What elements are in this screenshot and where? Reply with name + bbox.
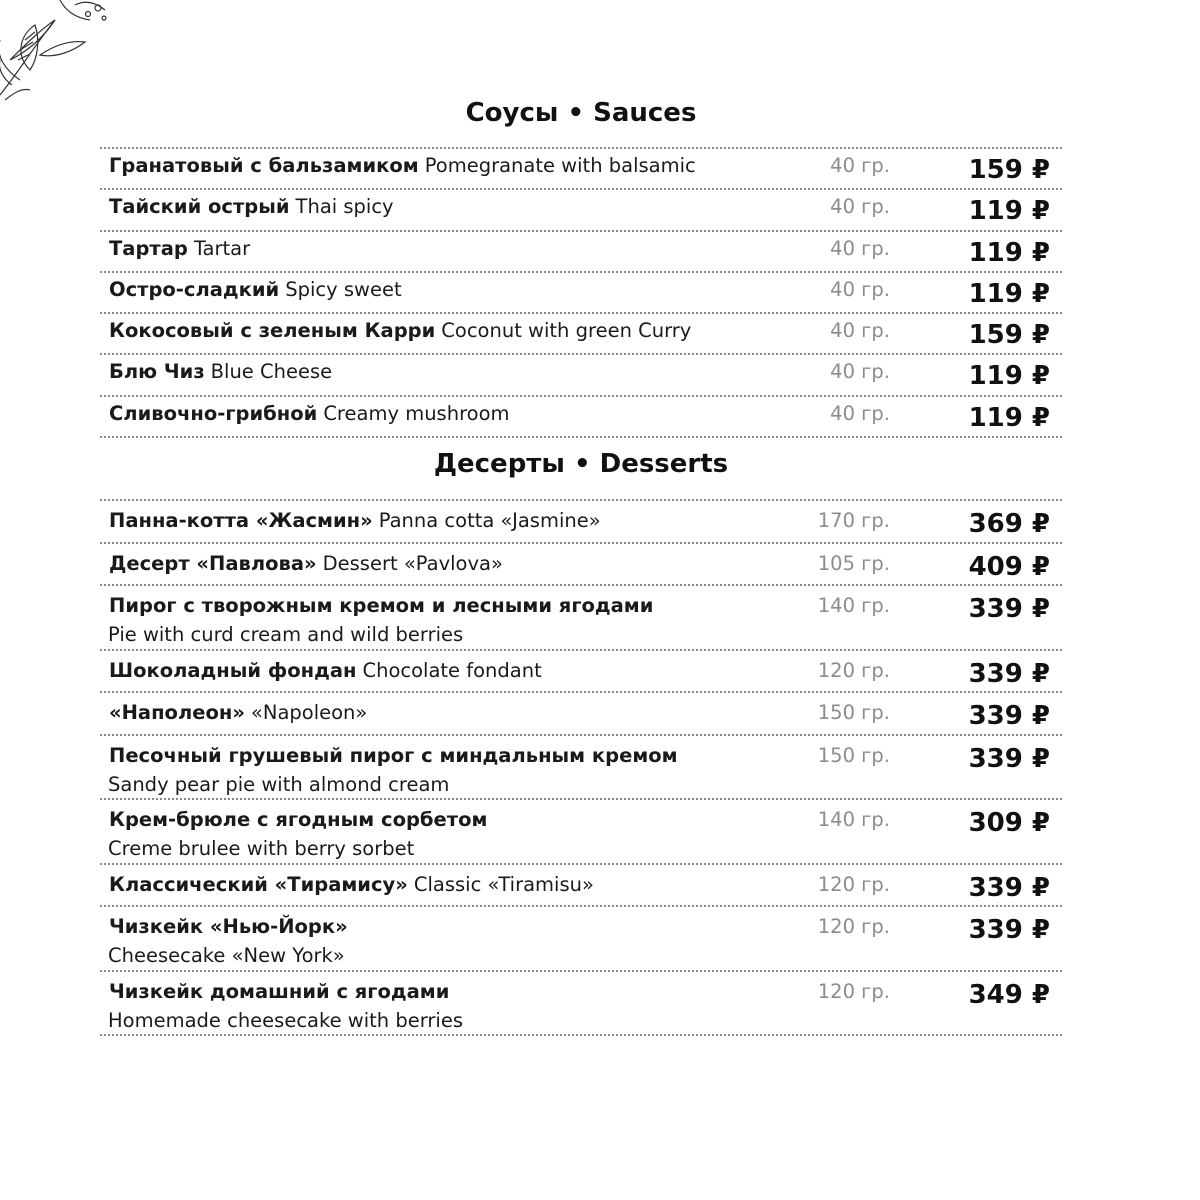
item-name-en: «Napoleon»: [250, 701, 368, 724]
item-name-ru: Гранатовый с бальзамиком: [109, 154, 419, 177]
item-name: [109, 659, 832, 683]
item-name: [109, 402, 832, 426]
item-name-ru: Чизкейк домашний с ягодами: [109, 979, 450, 1003]
item-name-en: Tartar: [193, 236, 251, 260]
item-name-en: Chocolate fondant: [362, 658, 542, 682]
desserts-title: Десерты • Desserts: [433, 449, 729, 479]
item-name-ru: Сливочно-грибной: [109, 401, 318, 425]
menu-item: [100, 800, 1062, 865]
item-weight: 105 гр.: [817, 551, 890, 575]
menu-item: [100, 501, 1062, 544]
item-price: 119 ₽: [968, 278, 1050, 309]
item-name-ru: Песочный грушевый пирог с миндальным кремом: [109, 743, 678, 767]
item-name: [109, 594, 832, 618]
item-weight: 140 гр.: [817, 808, 890, 831]
item-weight: 40 гр.: [830, 195, 890, 219]
item-price: 349 ₽: [968, 979, 1050, 1010]
item-price: 339 ₽: [968, 658, 1050, 689]
item-name-ru: Крем-брюле с ягодным сорбетом: [109, 808, 488, 831]
item-weight: 170 гр.: [817, 509, 890, 532]
menu-item: [100, 314, 1062, 355]
item-name-en: Spicy sweet: [285, 277, 402, 301]
item-name-en: Dessert «Pavlova»: [322, 551, 503, 575]
item-name: [109, 873, 832, 897]
menu-item: [100, 865, 1062, 908]
item-price: 309 ₽: [968, 808, 1050, 838]
item-price: 159 ₽: [968, 320, 1050, 351]
item-weight: 40 гр.: [830, 360, 890, 384]
item-name: [109, 154, 832, 178]
menu-item: [100, 651, 1062, 694]
item-name-ru: Чизкейк «Нью-Йорк»: [109, 915, 348, 938]
item-weight: 140 гр.: [817, 594, 890, 617]
item-name-en: Homemade cheesecake with berries: [108, 1008, 464, 1032]
item-name-en: Thai spicy: [295, 195, 394, 219]
item-weight: 120 гр.: [817, 658, 890, 682]
item-name-en: Creamy mushroom: [323, 401, 510, 425]
item-weight: 40 гр.: [830, 154, 890, 177]
item-name: [109, 701, 832, 725]
item-name-en: Panna cotta «Jasmine»: [378, 509, 601, 532]
item-name: [109, 552, 832, 576]
item-name-ru: Десерт «Павлова»: [109, 551, 317, 575]
item-name: [109, 237, 832, 261]
item-name-ru: Тайский острый: [109, 195, 290, 219]
item-weight: 40 гр.: [830, 319, 890, 343]
item-price: 339 ₽: [968, 701, 1050, 731]
item-name-ru: Шоколадный фондан: [109, 658, 357, 682]
item-name: [109, 195, 832, 219]
sauces-title: Соусы • Sauces: [465, 98, 697, 128]
item-price: 119 ₽: [968, 402, 1050, 433]
item-name: [109, 808, 832, 832]
item-name-ru: Панна-котта «Жасмин»: [109, 509, 373, 532]
item-name: [109, 980, 832, 1004]
menu-item: [100, 190, 1062, 231]
menu-item: [100, 273, 1062, 314]
item-name-ru: «Наполеон»: [109, 701, 245, 724]
item-price: 339 ₽: [968, 594, 1050, 624]
item-weight: 40 гр.: [830, 401, 890, 425]
menu-item: [100, 397, 1062, 438]
item-name-en: Cheesecake «New York»: [108, 944, 345, 967]
item-name-en: Coconut with green Curry: [441, 319, 692, 343]
item-price: 159 ₽: [968, 155, 1050, 185]
item-name: [109, 744, 832, 768]
item-price: 119 ₽: [968, 237, 1050, 268]
leaf-decoration: [0, 0, 130, 110]
desserts-list: [100, 499, 1062, 1036]
item-price: 409 ₽: [968, 551, 1050, 582]
item-name: [109, 360, 832, 384]
menu-item: [100, 232, 1062, 273]
menu-item: [100, 736, 1062, 801]
item-price: 369 ₽: [968, 509, 1050, 539]
item-name-en: Classic «Tiramisu»: [413, 872, 594, 896]
item-weight: 120 гр.: [817, 915, 890, 938]
item-price: 119 ₽: [968, 361, 1050, 392]
item-name: [109, 915, 832, 939]
item-weight: 150 гр.: [817, 701, 890, 724]
item-price: 339 ₽: [968, 743, 1050, 774]
item-name-en: Blue Cheese: [210, 360, 333, 384]
sauces-list: [100, 147, 1062, 438]
item-name-ru: Пирог с творожным кремом и лесными ягодами: [109, 594, 654, 617]
menu-item: [100, 693, 1062, 736]
menu-item: [100, 972, 1062, 1037]
item-name: [109, 278, 832, 302]
menu-item: [100, 149, 1062, 190]
item-price: 339 ₽: [968, 915, 1050, 945]
item-name-ru: Остро-сладкий: [109, 277, 280, 301]
item-weight: 40 гр.: [830, 236, 890, 260]
item-name-ru: Классический «Тирамису»: [109, 872, 408, 896]
item-name: [109, 319, 832, 343]
item-weight: 120 гр.: [817, 872, 890, 896]
item-weight: 40 гр.: [830, 277, 890, 301]
item-name-ru: Тартар: [109, 236, 188, 260]
item-name: [109, 509, 832, 533]
item-name-en: Pie with curd cream and wild berries: [108, 623, 464, 646]
menu-item: [100, 586, 1062, 651]
item-name-ru: Блю Чиз: [109, 360, 205, 384]
item-name-en: Sandy pear pie with almond cream: [108, 772, 450, 796]
item-weight: 150 гр.: [817, 743, 890, 767]
item-name-en: Creme brulee with berry sorbet: [108, 837, 415, 860]
item-name-en: Pomegranate with balsamic: [424, 154, 696, 177]
menu-item: [100, 355, 1062, 396]
item-weight: 120 гр.: [817, 979, 890, 1003]
menu-item: [100, 907, 1062, 972]
item-price: 339 ₽: [968, 872, 1050, 903]
item-name-ru: Кокосовый с зеленым Карри: [109, 319, 436, 343]
item-price: 119 ₽: [968, 196, 1050, 227]
menu-item: [100, 544, 1062, 587]
